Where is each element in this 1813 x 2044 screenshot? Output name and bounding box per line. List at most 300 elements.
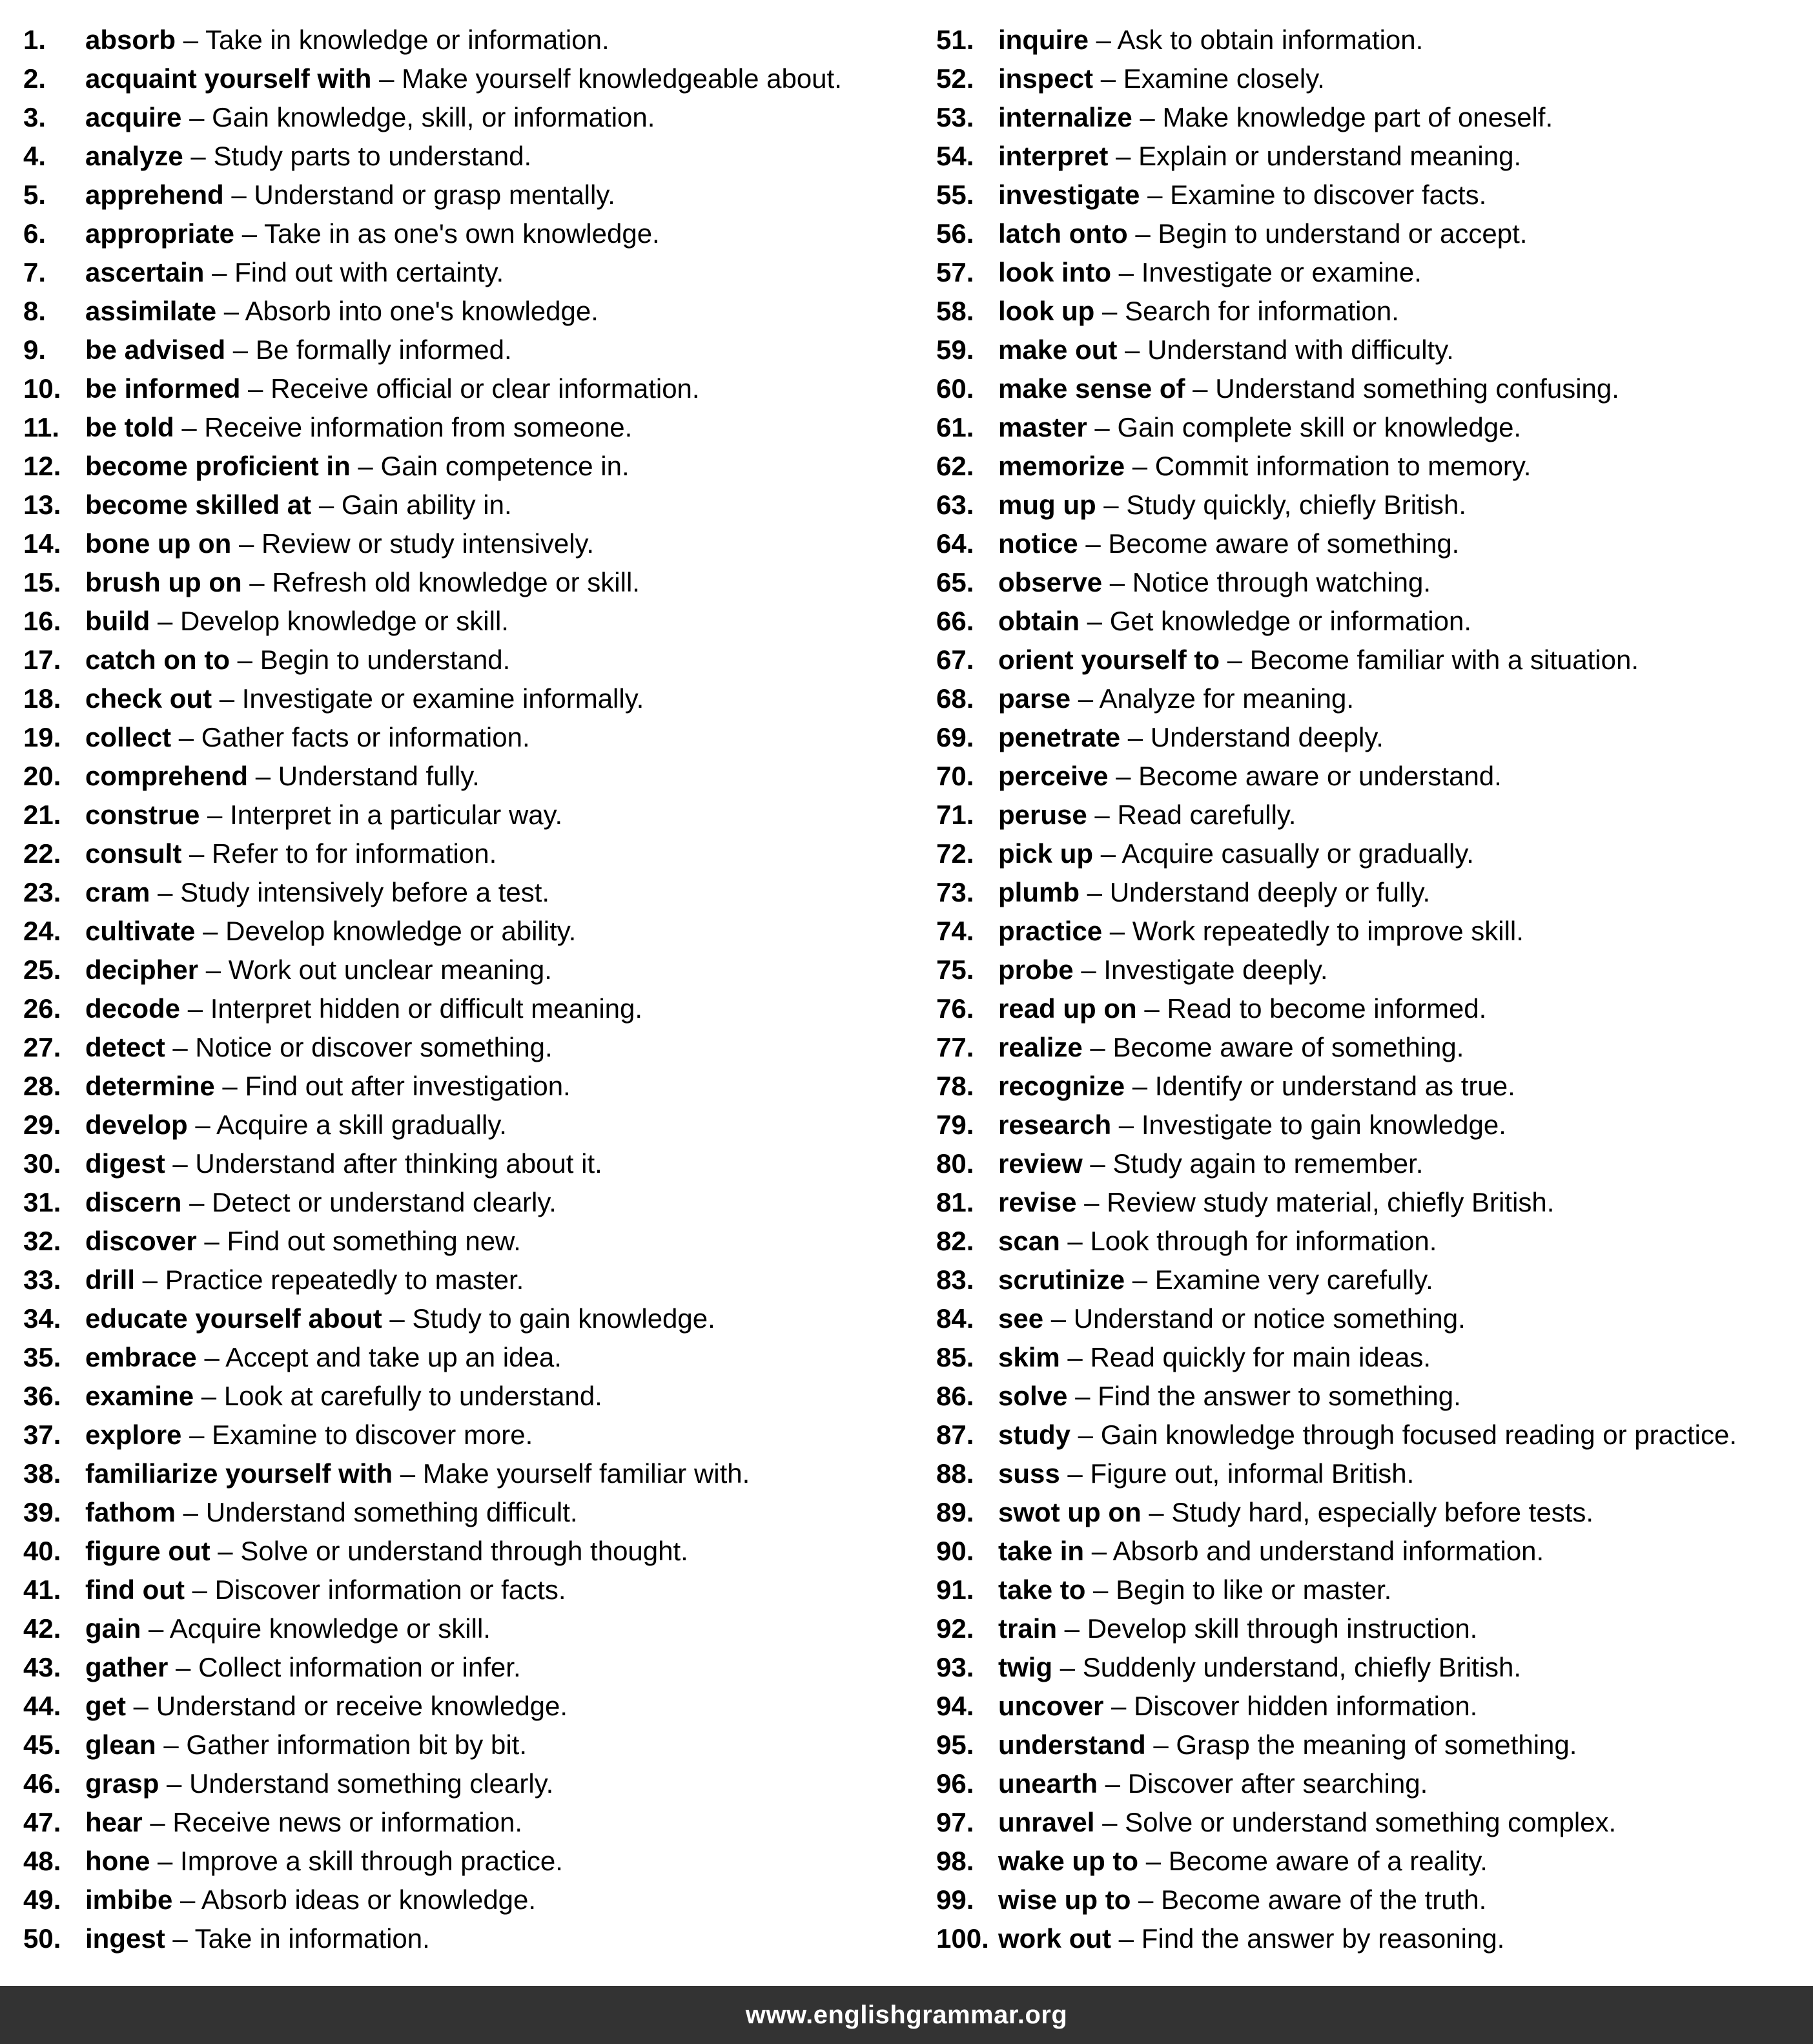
- item-definition: Understand deeply.: [1150, 722, 1384, 752]
- item-separator: –: [1093, 63, 1123, 94]
- item-separator: –: [1078, 528, 1109, 559]
- item-definition: Acquire knowledge or skill.: [169, 1613, 491, 1644]
- item-text: [998, 1069, 1515, 1103]
- item-definition: Make knowledge part of oneself.: [1162, 102, 1553, 132]
- item-separator: –: [1093, 838, 1122, 869]
- item-definition: Get knowledge or information.: [1109, 606, 1471, 636]
- item-text: [998, 604, 1471, 638]
- list-item: [23, 1147, 914, 1186]
- item-separator: –: [216, 296, 245, 326]
- item-text: [998, 411, 1521, 444]
- item-term: be informed: [85, 373, 241, 404]
- item-number: 54.: [936, 141, 974, 171]
- item-definition: Gain knowledge, skill, or information.: [212, 102, 655, 132]
- item-number: 51.: [936, 25, 974, 55]
- list-item: [23, 1108, 914, 1147]
- item-number: 4.: [23, 141, 46, 171]
- item-term: read up on: [998, 993, 1137, 1024]
- item-text: [998, 1031, 1464, 1064]
- item-number: 62.: [936, 451, 974, 481]
- item-text: [998, 1108, 1506, 1142]
- item-number: 72.: [936, 838, 974, 869]
- item-definition: Become aware of something.: [1112, 1032, 1464, 1062]
- item-number: 77.: [936, 1032, 974, 1062]
- item-separator: –: [1111, 1923, 1142, 1954]
- item-term: revise: [998, 1187, 1077, 1217]
- item-text: [998, 1224, 1437, 1258]
- item-definition: Acquire casually or gradually.: [1122, 838, 1474, 869]
- item-separator: –: [1108, 761, 1139, 791]
- item-text: [998, 256, 1422, 289]
- item-separator: –: [231, 528, 261, 559]
- item-text: [85, 1031, 553, 1064]
- item-separator: –: [1145, 1729, 1176, 1760]
- item-separator: –: [241, 567, 272, 597]
- item-text: [998, 1186, 1554, 1219]
- item-definition: Refer to for information.: [212, 838, 497, 869]
- item-term: catch on to: [85, 645, 230, 675]
- list-item: [936, 721, 1801, 759]
- item-term: skim: [998, 1342, 1060, 1372]
- item-separator: –: [1094, 1807, 1125, 1837]
- item-number: 27.: [23, 1032, 61, 1062]
- item-separator: –: [1070, 683, 1100, 714]
- item-text: [85, 1883, 536, 1917]
- item-text: [998, 1147, 1423, 1181]
- item-text: [998, 914, 1524, 948]
- item-definition: Understand or grasp mentally.: [254, 180, 615, 210]
- item-separator: –: [1125, 451, 1155, 481]
- item-definition: Search for information.: [1125, 296, 1399, 326]
- item-text: [998, 1767, 1428, 1801]
- item-text: [998, 372, 1619, 406]
- item-text: [85, 1651, 521, 1684]
- item-definition: Absorb and understand information.: [1112, 1536, 1544, 1566]
- list-item: [936, 759, 1801, 798]
- item-text: [85, 1263, 524, 1297]
- item-term: develop: [85, 1110, 188, 1140]
- item-separator: –: [1043, 1303, 1074, 1334]
- item-separator: –: [1060, 1226, 1091, 1256]
- item-separator: –: [187, 1110, 217, 1140]
- item-definition: Review or study intensively.: [261, 528, 595, 559]
- item-term: acquaint yourself with: [85, 63, 372, 94]
- item-number: 98.: [936, 1846, 974, 1876]
- item-text: [85, 798, 562, 832]
- item-text: [998, 759, 1502, 793]
- item-definition: Understand something difficult.: [205, 1497, 578, 1527]
- item-separator: –: [350, 451, 381, 481]
- list-item: [23, 178, 914, 217]
- item-term: look into: [998, 257, 1111, 287]
- list-item: [23, 1728, 914, 1767]
- list-item: [936, 488, 1801, 527]
- item-number: 19.: [23, 722, 61, 752]
- item-term: hear: [85, 1807, 143, 1837]
- item-term: inquire: [998, 25, 1089, 55]
- item-text: [85, 488, 512, 522]
- item-term: be advised: [85, 335, 226, 365]
- item-number: 6.: [23, 218, 46, 249]
- item-separator: –: [168, 1652, 199, 1682]
- item-separator: –: [165, 1148, 196, 1179]
- item-term: make out: [998, 335, 1118, 365]
- item-number: 8.: [23, 296, 46, 326]
- list-item: [936, 1883, 1801, 1922]
- item-term: discern: [85, 1187, 182, 1217]
- item-term: latch onto: [998, 218, 1128, 249]
- item-definition: Develop skill through instruction.: [1087, 1613, 1478, 1644]
- item-text: [85, 178, 615, 212]
- item-definition: Begin to like or master.: [1116, 1574, 1392, 1605]
- item-term: explore: [85, 1419, 182, 1450]
- item-definition: Become aware of something.: [1108, 528, 1460, 559]
- item-text: [998, 449, 1531, 483]
- item-separator: –: [223, 180, 254, 210]
- item-definition: Be formally informed.: [255, 335, 512, 365]
- item-definition: Refresh old knowledge or skill.: [272, 567, 640, 597]
- item-term: parse: [998, 683, 1071, 714]
- list-item: [23, 1534, 914, 1573]
- item-number: 68.: [936, 683, 974, 714]
- item-text: [85, 914, 576, 948]
- item-definition: Collect information or infer.: [198, 1652, 521, 1682]
- item-number: 10.: [23, 373, 61, 404]
- item-number: 39.: [23, 1497, 61, 1527]
- list-item: [936, 1186, 1801, 1224]
- item-term: ascertain: [85, 257, 205, 287]
- item-number: 41.: [23, 1574, 61, 1605]
- item-number: 75.: [936, 955, 974, 985]
- item-number: 71.: [936, 800, 974, 830]
- item-term: fathom: [85, 1497, 176, 1527]
- list-item: [936, 1496, 1801, 1534]
- item-separator: –: [1070, 1419, 1101, 1450]
- item-term: become skilled at: [85, 490, 312, 520]
- item-definition: Read carefully.: [1117, 800, 1296, 830]
- item-definition: Receive news or information.: [172, 1807, 522, 1837]
- list-item: [23, 992, 914, 1031]
- list-item: [23, 1069, 914, 1108]
- item-definition: Understand or receive knowledge.: [156, 1691, 568, 1721]
- item-term: hone: [85, 1846, 150, 1876]
- item-number: 28.: [23, 1071, 61, 1101]
- item-separator: –: [1117, 335, 1148, 365]
- item-definition: Examine closely.: [1123, 63, 1325, 94]
- item-definition: Take in knowledge or information.: [205, 25, 609, 55]
- item-separator: –: [1076, 1187, 1107, 1217]
- list-item: [936, 1612, 1801, 1651]
- item-number: 55.: [936, 180, 974, 210]
- item-definition: Read quickly for main ideas.: [1090, 1342, 1431, 1372]
- item-separator: –: [240, 373, 271, 404]
- item-text: [998, 953, 1328, 987]
- list-item: [23, 876, 914, 914]
- list-item: [23, 1224, 914, 1263]
- item-term: decipher: [85, 955, 199, 985]
- list-item: [936, 1457, 1801, 1496]
- item-definition: Understand something confusing.: [1215, 373, 1619, 404]
- item-definition: Make yourself familiar with.: [422, 1458, 750, 1489]
- item-term: penetrate: [998, 722, 1121, 752]
- item-term: scan: [998, 1226, 1060, 1256]
- item-number: 23.: [23, 877, 61, 907]
- item-text: [85, 992, 642, 1026]
- list-item: [936, 1108, 1801, 1147]
- item-number: 9.: [23, 335, 46, 365]
- item-definition: Gain competence in.: [380, 451, 630, 481]
- list-item: [23, 139, 914, 178]
- item-definition: Explain or understand meaning.: [1138, 141, 1522, 171]
- item-separator: –: [150, 1846, 181, 1876]
- item-term: unearth: [998, 1768, 1098, 1799]
- item-term: unravel: [998, 1807, 1095, 1837]
- item-number: 90.: [936, 1536, 974, 1566]
- item-text: [998, 488, 1466, 522]
- item-definition: Solve or understand through thought.: [240, 1536, 688, 1566]
- item-text: [85, 1844, 563, 1878]
- item-separator: –: [181, 1419, 212, 1450]
- list-item: [23, 914, 914, 953]
- item-definition: Look at carefully to understand.: [223, 1381, 602, 1411]
- item-term: plumb: [998, 877, 1080, 907]
- list-item: [936, 1689, 1801, 1728]
- item-separator: –: [196, 1226, 227, 1256]
- list-item: [936, 604, 1801, 643]
- item-term: absorb: [85, 25, 176, 55]
- list-item: [23, 759, 914, 798]
- item-number: 16.: [23, 606, 61, 636]
- list-item: [23, 682, 914, 721]
- item-number: 74.: [936, 916, 974, 946]
- item-number: 37.: [23, 1419, 61, 1450]
- item-term: ingest: [85, 1923, 165, 1954]
- list-item: [23, 721, 914, 759]
- item-number: 69.: [936, 722, 974, 752]
- list-item: [936, 1147, 1801, 1186]
- list-item: [23, 1651, 914, 1689]
- item-term: make sense of: [998, 373, 1185, 404]
- item-number: 64.: [936, 528, 974, 559]
- list-item: [23, 1806, 914, 1844]
- item-text: [998, 643, 1639, 677]
- item-definition: Take in information.: [194, 1923, 430, 1954]
- item-term: look up: [998, 296, 1095, 326]
- item-text: [85, 527, 594, 561]
- item-separator: –: [176, 1497, 206, 1527]
- item-term: be told: [85, 412, 174, 442]
- item-text: [998, 837, 1474, 871]
- list-item: [936, 837, 1801, 876]
- item-term: mug up: [998, 490, 1096, 520]
- item-term: gather: [85, 1652, 169, 1682]
- item-definition: Work out unclear meaning.: [228, 955, 552, 985]
- item-definition: Absorb into one's knowledge.: [245, 296, 599, 326]
- item-term: review: [998, 1148, 1083, 1179]
- item-number: 91.: [936, 1574, 974, 1605]
- item-text: [998, 527, 1459, 561]
- item-number: 97.: [936, 1807, 974, 1837]
- item-number: 99.: [936, 1884, 974, 1915]
- list-item: [936, 1806, 1801, 1844]
- item-definition: Suddenly understand, chiefly British.: [1082, 1652, 1522, 1682]
- item-term: detect: [85, 1032, 165, 1062]
- item-text: [85, 1496, 578, 1529]
- item-separator: –: [1060, 1342, 1091, 1372]
- list-item: [23, 411, 914, 449]
- item-separator: –: [225, 335, 256, 365]
- list-item: [23, 294, 914, 333]
- item-text: [85, 1418, 533, 1452]
- item-text: [998, 1573, 1391, 1607]
- item-separator: –: [196, 1342, 226, 1372]
- item-separator: –: [1108, 141, 1139, 171]
- item-number: 56.: [936, 218, 974, 249]
- item-definition: Grasp the meaning of something.: [1176, 1729, 1577, 1760]
- item-definition: Begin to understand.: [260, 645, 511, 675]
- item-number: 49.: [23, 1884, 61, 1915]
- item-text: [85, 682, 644, 716]
- list-item: [23, 1418, 914, 1457]
- item-text: [998, 1883, 1486, 1917]
- item-separator: –: [159, 1768, 190, 1799]
- item-text: [85, 1224, 521, 1258]
- item-definition: Improve a skill through practice.: [180, 1846, 563, 1876]
- item-term: drill: [85, 1265, 136, 1295]
- item-separator: –: [165, 1032, 196, 1062]
- item-definition: Become aware of the truth.: [1161, 1884, 1487, 1915]
- item-number: 11.: [23, 412, 60, 442]
- item-number: 25.: [23, 955, 61, 985]
- item-separator: –: [1132, 102, 1163, 132]
- item-term: familiarize yourself with: [85, 1458, 393, 1489]
- item-separator: –: [393, 1458, 423, 1489]
- item-text: [998, 1844, 1488, 1878]
- item-term: solve: [998, 1381, 1068, 1411]
- item-term: get: [85, 1691, 126, 1721]
- item-term: acquire: [85, 102, 182, 132]
- list-item: [23, 256, 914, 294]
- item-term: scrutinize: [998, 1265, 1125, 1295]
- item-text: [85, 1806, 522, 1839]
- list-item: [23, 604, 914, 643]
- item-text: [85, 1767, 553, 1801]
- item-number: 93.: [936, 1652, 974, 1682]
- item-term: uncover: [998, 1691, 1104, 1721]
- item-number: 70.: [936, 761, 974, 791]
- list-item: [936, 1379, 1801, 1418]
- item-separator: –: [1098, 1768, 1128, 1799]
- item-definition: Find out after investigation.: [245, 1071, 571, 1101]
- list-item: [936, 217, 1801, 256]
- list-item: [23, 488, 914, 527]
- list-item: [23, 953, 914, 992]
- item-text: [85, 1186, 557, 1219]
- item-text: [998, 23, 1423, 57]
- item-term: research: [998, 1110, 1112, 1140]
- item-term: analyze: [85, 141, 183, 171]
- item-separator: –: [126, 1691, 156, 1721]
- item-separator: –: [1102, 567, 1132, 597]
- item-number: 86.: [936, 1381, 974, 1411]
- item-separator: –: [212, 683, 242, 714]
- item-definition: Gain knowledge through focused reading or practice.: [1100, 1419, 1737, 1450]
- item-separator: –: [1141, 1497, 1172, 1527]
- item-definition: Study quickly, chiefly British.: [1126, 490, 1467, 520]
- list-item: [936, 1224, 1801, 1263]
- list-item: [936, 294, 1801, 333]
- item-term: suss: [998, 1458, 1060, 1489]
- item-text: [85, 449, 630, 483]
- item-text: [85, 333, 512, 367]
- item-number: 36.: [23, 1381, 61, 1411]
- item-term: memorize: [998, 451, 1125, 481]
- item-separator: –: [1120, 722, 1151, 752]
- item-separator: –: [1096, 490, 1127, 520]
- item-definition: Examine to discover more.: [212, 1419, 533, 1450]
- item-separator: –: [1103, 1691, 1134, 1721]
- item-separator: –: [165, 1923, 195, 1954]
- item-definition: Examine very carefully.: [1154, 1265, 1433, 1295]
- item-term: consult: [85, 838, 182, 869]
- item-text: [85, 1457, 750, 1491]
- item-number: 33.: [23, 1265, 61, 1295]
- list-item: [23, 1612, 914, 1651]
- item-number: 52.: [936, 63, 974, 94]
- item-number: 95.: [936, 1729, 974, 1760]
- item-term: peruse: [998, 800, 1087, 830]
- item-definition: Solve or understand something complex.: [1125, 1807, 1617, 1837]
- item-number: 43.: [23, 1652, 61, 1682]
- item-text: [85, 566, 640, 599]
- item-term: figure out: [85, 1536, 210, 1566]
- item-definition: Find out something new.: [227, 1226, 521, 1256]
- item-text: [998, 566, 1431, 599]
- item-term: take in: [998, 1536, 1085, 1566]
- item-separator: –: [142, 1807, 173, 1837]
- item-text: [998, 721, 1384, 754]
- item-number: 13.: [23, 490, 61, 520]
- item-definition: Develop knowledge or ability.: [225, 916, 577, 946]
- item-separator: –: [1087, 412, 1118, 442]
- list-item: [936, 1302, 1801, 1341]
- item-separator: –: [156, 1729, 187, 1760]
- item-text: [85, 1147, 602, 1181]
- item-definition: Acquire a skill gradually.: [216, 1110, 507, 1140]
- list-item: [936, 798, 1801, 837]
- item-text: [998, 178, 1486, 212]
- list-item: [936, 643, 1801, 682]
- item-text: [998, 1728, 1577, 1762]
- item-text: [998, 1496, 1593, 1529]
- item-definition: Work repeatedly to improve skill.: [1132, 916, 1524, 946]
- item-number: 82.: [936, 1226, 974, 1256]
- item-definition: Analyze for meaning.: [1099, 683, 1355, 714]
- item-term: orient yourself to: [998, 645, 1220, 675]
- item-separator: –: [184, 1574, 215, 1605]
- item-text: [998, 682, 1354, 716]
- list-item: [23, 1689, 914, 1728]
- item-text: [998, 62, 1325, 96]
- item-text: [85, 411, 632, 444]
- item-number: 7.: [23, 257, 46, 287]
- item-number: 3.: [23, 102, 46, 132]
- item-number: 35.: [23, 1342, 61, 1372]
- list-item: [23, 1186, 914, 1224]
- item-separator: –: [1140, 180, 1171, 210]
- item-number: 100.: [936, 1923, 989, 1954]
- item-text: [85, 721, 530, 754]
